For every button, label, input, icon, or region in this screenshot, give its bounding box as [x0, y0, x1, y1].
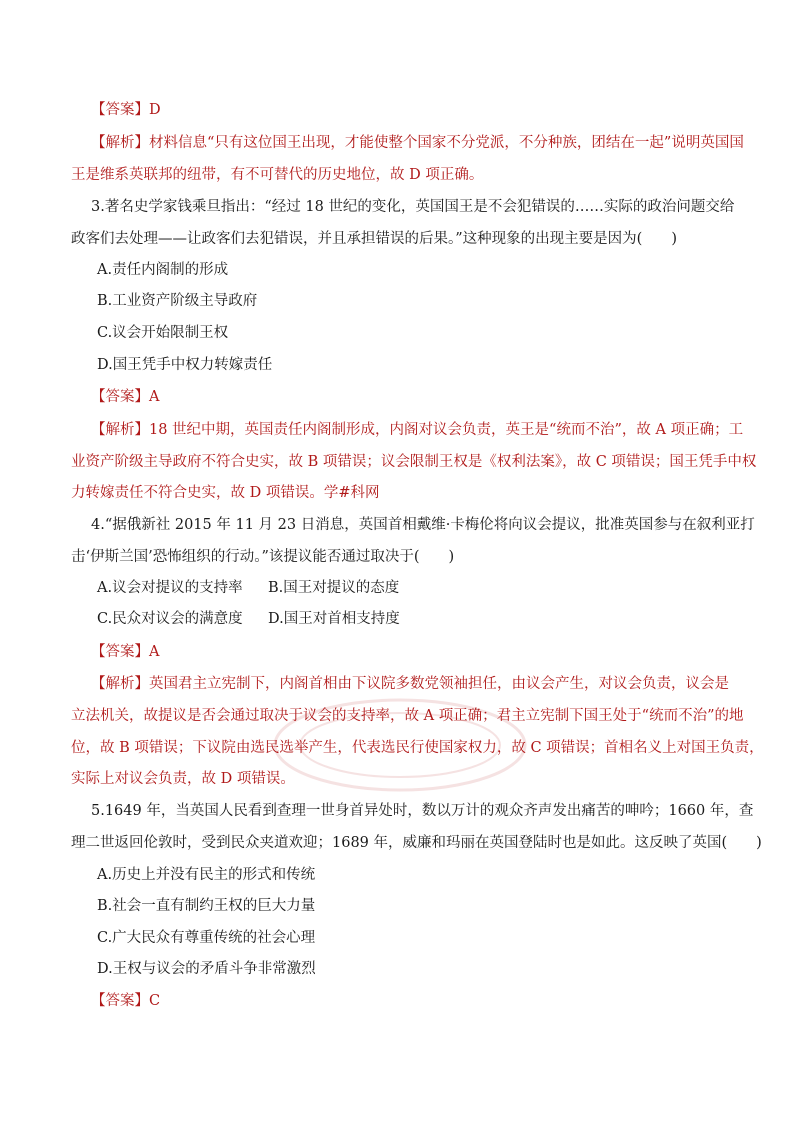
- answer-value: A: [149, 389, 160, 405]
- q2-answer-line: [91, 99, 161, 121]
- answer-tag: 【答案】: [91, 389, 149, 405]
- q5-option-a: A.历史上并没有民主的形式和传统: [97, 867, 316, 883]
- q4-option-b: B.国王对提议的态度: [268, 580, 400, 596]
- q3-analysis-line-3: 力转嫁责任不符合史实，故 D 项错误。学#科网: [71, 485, 380, 501]
- q5-answer-line: [91, 990, 160, 1012]
- q3-stem-line-2: 政客们去处理——让政客们去犯错误，并且承担错误的后果。”这种现象的出现主要是因为( ): [71, 231, 677, 247]
- q5-option-b: B.社会一直有制约王权的巨大力量: [97, 898, 316, 914]
- answer-value: C: [149, 993, 161, 1009]
- q4-analysis-line-3: 位，故 B 项错误；下议院由选民选举产生，代表选民行使国家权力，故 C 项错误；首相名义上对国王负责，: [71, 740, 764, 756]
- q2-analysis-line-2: 王是维系英联邦的纽带，有不可替代的历史地位，故 D 项正确。: [71, 167, 484, 183]
- q3-option-d: D.国王凭手中权力转嫁责任: [97, 357, 273, 373]
- answer-tag: 【答案】: [91, 102, 149, 118]
- q3-stem-line-1: 3.著名史学家钱乘旦指出：“经过 18 世纪的变化，英国国王是不会犯错误的……实际的政治问题交给: [91, 199, 735, 215]
- q2-analysis-line-1: [91, 132, 744, 154]
- q4-answer-line: [91, 641, 159, 663]
- q4-option-a: A.议会对提议的支持率: [97, 580, 243, 596]
- analysis-text: 18 世纪中期，英国责任内阁制形成，内阁对议会负责，英王是“统而不治”，故 A 项正确；工: [149, 422, 744, 438]
- q3-option-b: B.工业资产阶级主导政府: [97, 293, 258, 309]
- q4-analysis-line-4: 实际上对议会负责，故 D 项错误。: [71, 771, 295, 787]
- q3-option-a: A.责任内阁制的形成: [97, 262, 229, 278]
- q3-answer-line: [91, 386, 159, 408]
- q5-stem-line-2: 理二世返回伦敦时，受到民众夹道欢迎；1689 年，威廉和玛丽在英国登陆时也是如此。这反映了英国( ): [71, 835, 762, 851]
- q3-option-c: C.议会开始限制王权: [97, 325, 229, 341]
- analysis-tag: 【解析】: [91, 422, 149, 438]
- answer-tag: 【答案】: [91, 644, 149, 660]
- q5-stem-line-1: 5.1649 年，当英国人民看到查理一世身首异处时，数以万计的观众齐声发出痛苦的呻吟；1660 年，查: [91, 803, 754, 819]
- q4-stem-line-2: 击‘伊斯兰国’恐怖组织的行动。”该提议能否通过取决于( ): [71, 549, 455, 565]
- analysis-tag: 【解析】: [91, 676, 149, 692]
- q4-analysis-line-2: 立法机关，故提议是否会通过取决于议会的支持率，故 A 项正确；君主立宪制下国王处于“统而不治”的地: [71, 708, 744, 724]
- q4-analysis-line-1: [91, 673, 729, 695]
- q4-option-d: D.国王对首相支持度: [268, 611, 400, 627]
- analysis-text: 材料信息“只有这位国王出现，才能使整个国家不分党派，不分种族，团结在一起”说明英国国: [149, 135, 744, 151]
- answer-tag: 【答案】: [91, 993, 149, 1009]
- q3-analysis-line-1: [91, 419, 743, 441]
- q4-stem-line-1: 4.“据俄新社 2015 年 11 月 23 日消息，英国首相戴维·卡梅伦将向议会提议，批准英国参与在叙利亚打: [91, 517, 755, 533]
- q5-option-c: C.广大民众有尊重传统的社会心理: [97, 930, 316, 946]
- analysis-tag: 【解析】: [91, 135, 149, 151]
- q4-option-c: C.民众对议会的满意度: [97, 611, 243, 627]
- answer-value: D: [149, 102, 161, 118]
- q3-analysis-line-2: 业资产阶级主导政府不符合史实，故 B 项错误；议会限制王权是《权利法案》，故 C 项错误；国王凭手中权: [71, 454, 757, 470]
- analysis-text: 英国君主立宪制下，内阁首相由下议院多数党领袖担任，由议会产生，对议会负责，议会是: [149, 676, 729, 692]
- answer-value: A: [149, 644, 160, 660]
- q5-option-d: D.王权与议会的矛盾斗争非常激烈: [97, 961, 316, 977]
